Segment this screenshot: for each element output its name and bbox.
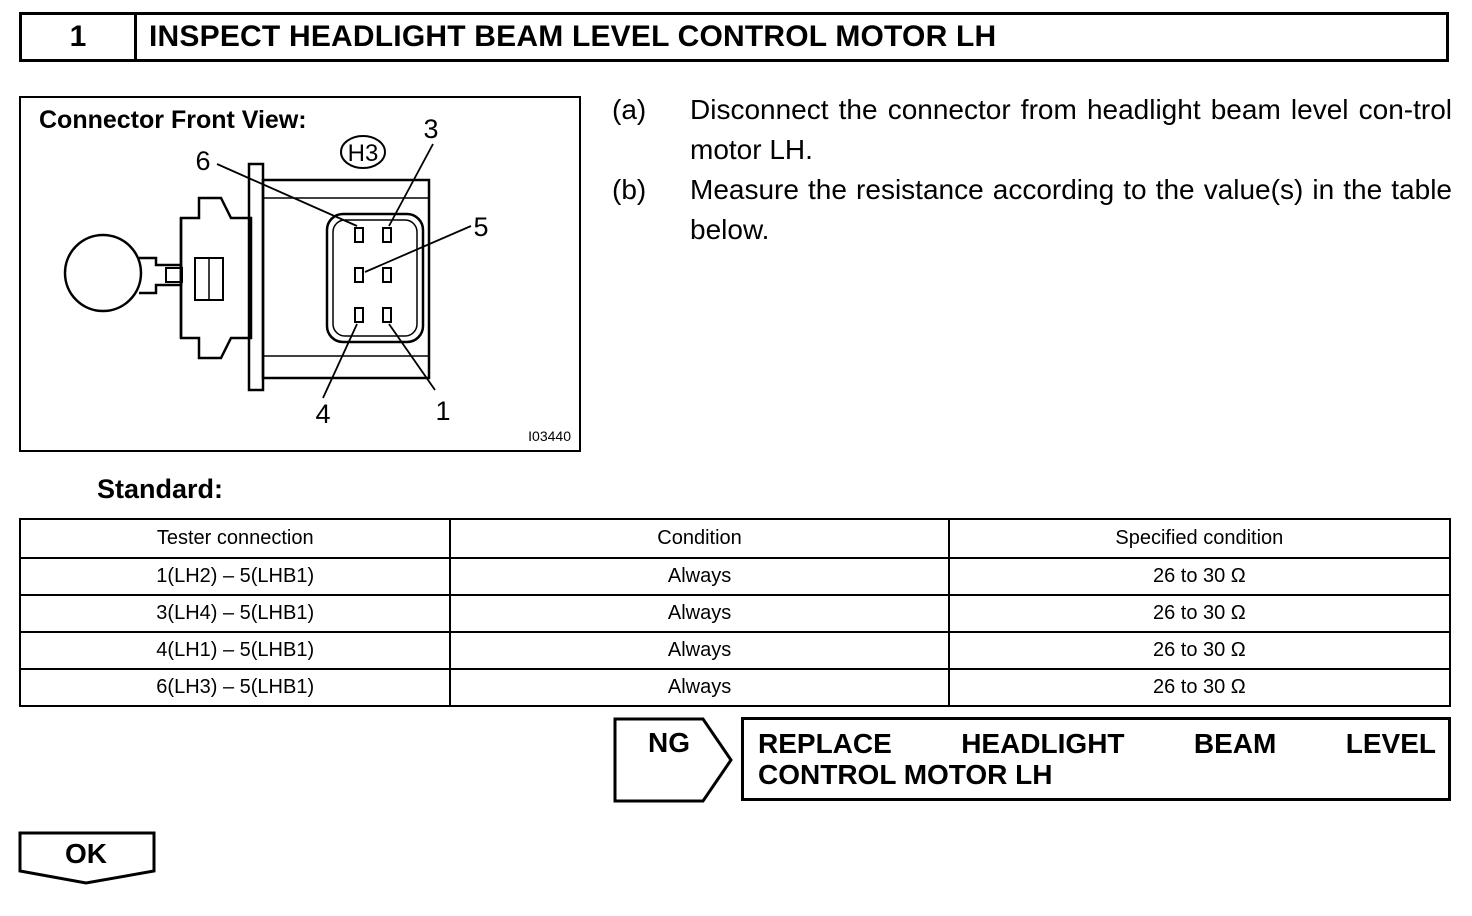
cell-specified-condition: 26 to 30 Ω: [949, 558, 1450, 595]
cell-specified-condition: 26 to 30 Ω: [949, 669, 1450, 706]
instruction-label: (b): [612, 174, 647, 205]
pin-1: [383, 308, 391, 322]
instruction-label: (a): [612, 94, 647, 125]
cell-specified-condition: 26 to 30 Ω: [949, 632, 1450, 669]
label-pin-5: 5: [473, 212, 489, 242]
cell-tester-connection: 6(LH3) – 5(LHB1): [20, 669, 450, 706]
cell-condition: Always: [450, 595, 948, 632]
connector-housing: [181, 198, 251, 358]
ng-action-box: [741, 717, 1451, 801]
table-row: [20, 632, 1450, 669]
label-pin-3: 3: [423, 114, 439, 144]
label-pin-6: 6: [195, 146, 211, 176]
table-row: [20, 669, 1450, 706]
cell-specified-condition: 26 to 30 Ω: [949, 595, 1450, 632]
pin-6: [355, 228, 363, 242]
cell-tester-connection: 1(LH2) – 5(LHB1): [20, 558, 450, 595]
pin-5: [355, 268, 363, 282]
standard-table: [19, 518, 1451, 707]
header-condition: Condition: [450, 519, 948, 558]
label-pin-4: 4: [315, 399, 331, 429]
step-header: [19, 12, 1449, 62]
header-tester-connection: Tester connection: [20, 519, 450, 558]
table-header-row: [20, 519, 1450, 558]
standard-label: Standard:: [97, 474, 224, 504]
cell-tester-connection: 3(LH4) – 5(LHB1): [20, 595, 450, 632]
connector-knob: [65, 235, 141, 311]
label-pin-1: 1: [435, 396, 451, 426]
connector-code: H3: [347, 140, 379, 167]
illustration-id: I03440: [528, 428, 571, 444]
ng-action-line1: [758, 728, 1436, 759]
instruction-text: Disconnect the connector from headlight beam level con-trol motor LH.: [690, 94, 1452, 165]
ng-action-word: HEADLIGHT: [961, 728, 1125, 759]
cell-condition: Always: [450, 669, 948, 706]
cell-tester-connection: 4(LH1) – 5(LHB1): [20, 632, 450, 669]
table-row: [20, 595, 1450, 632]
instruction-text: Measure the resistance according to the value(s) in the table below.: [690, 174, 1452, 245]
instruction-item: [612, 170, 1452, 250]
instructions: [612, 90, 1452, 250]
pin-4: [355, 308, 363, 322]
ng-label: NG: [648, 727, 690, 758]
table-row: [20, 558, 1450, 595]
pin-3: [383, 228, 391, 242]
ng-action-word: REPLACE: [758, 728, 892, 759]
connector-illustration: [21, 98, 579, 450]
header-specified-condition: Specified condition: [949, 519, 1450, 558]
ok-label: OK: [65, 838, 107, 869]
connector-figure: [19, 96, 581, 452]
ng-action-line2: CONTROL MOTOR LH: [758, 759, 1053, 790]
cell-condition: Always: [450, 632, 948, 669]
cell-condition: Always: [450, 558, 948, 595]
ng-action-word: LEVEL: [1345, 728, 1436, 759]
instruction-item: [612, 90, 1452, 170]
ng-action-word: BEAM: [1193, 728, 1277, 759]
figure-caption: Connector Front View:: [39, 106, 307, 134]
step-title: INSPECT HEADLIGHT BEAM LEVEL CONTROL MOTOR LH: [149, 20, 997, 53]
step-number: 1: [22, 15, 137, 59]
pin-2: [383, 268, 391, 282]
